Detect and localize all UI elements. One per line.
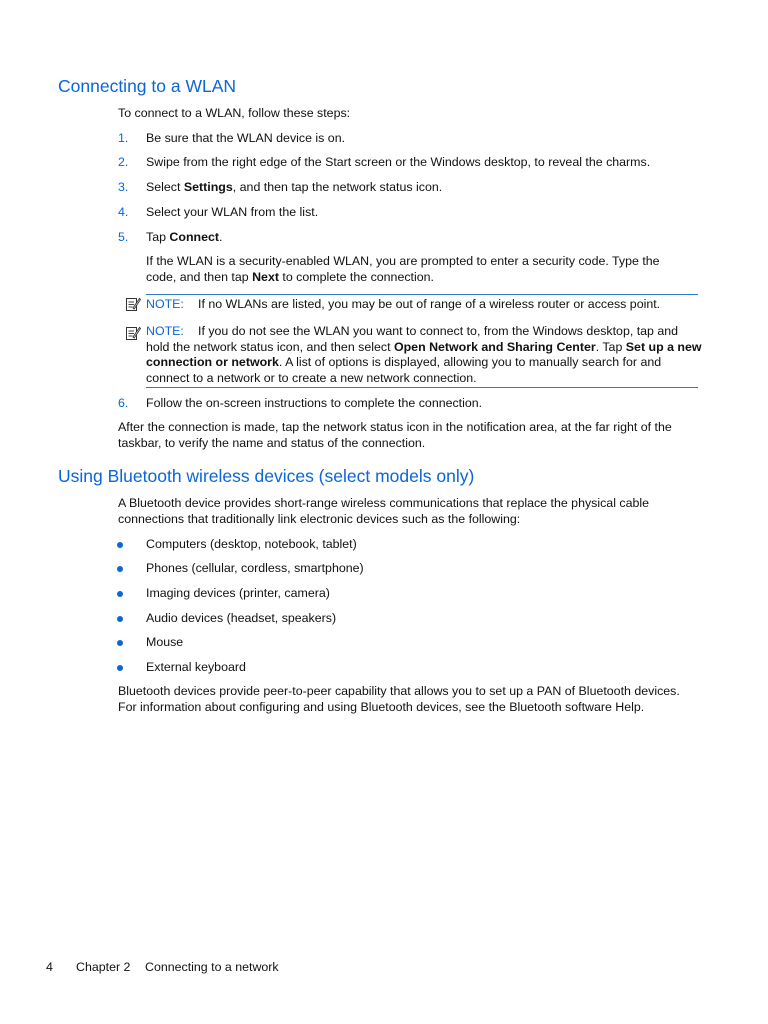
- wlan-after-text: After the connection is made, tap the network status icon in the notification area, at the far right of the taskbar, to verify the name and status of the connection.: [118, 420, 672, 450]
- step-text: Follow the on-screen instructions to complete the connection.: [146, 396, 483, 410]
- note-text: If you do not see the WLAN you want to connect to, from the Windows desktop, tap and hold the network status icon, and then select Open Network and Sharing Center. Tap Set up a new connection or network. A list of options is displayed, allowing you to manually search for and connect to a network or to create a new network connection.: [146, 324, 702, 385]
- note-label: NOTE:: [146, 297, 184, 311]
- footer-chapter-title: Connecting to a network: [145, 960, 279, 974]
- bullet-icon: [117, 566, 123, 572]
- note-label: NOTE:: [146, 324, 184, 338]
- bluetooth-outro: Bluetooth devices provide peer-to-peer capability that allows you to set up a PAN of Bluetooth devices. For information about configuring and using Bluetooth devices, see the Bluetooth software Help.: [118, 684, 680, 714]
- open-network-sharing-term: Open Network and Sharing Center: [393, 339, 596, 354]
- set-up-connection-term: Set up a new connection or network: [146, 339, 702, 369]
- step-text: Select Settings, and then tap the network status icon.: [146, 180, 443, 194]
- list-item: Phones (cellular, cordless, smartphone): [146, 561, 364, 575]
- note-pencil-icon: [125, 296, 141, 312]
- list-item: Imaging devices (printer, camera): [146, 586, 330, 600]
- footer-chapter: Chapter 2: [76, 960, 131, 974]
- list-item: Computers (desktop, notebook, tablet): [146, 537, 357, 551]
- note-text: If no WLANs are listed, you may be out of range of a wireless router or access point.: [198, 297, 661, 311]
- note-bottom-rule: [146, 387, 698, 388]
- list-item: External keyboard: [146, 660, 246, 674]
- step-text: Swipe from the right edge of the Start screen or the Windows desktop, to reveal the charms.: [146, 155, 651, 169]
- bullet-icon: [117, 542, 123, 548]
- list-item: Mouse: [146, 635, 184, 649]
- step-text: Tap Connect.: [146, 230, 223, 244]
- wlan-intro: To connect to a WLAN, follow these steps:: [118, 106, 351, 120]
- step-number: 5.: [118, 230, 129, 244]
- note-pencil-icon: [125, 325, 141, 341]
- step-number: 4.: [118, 205, 129, 219]
- step5-detail: If the WLAN is a security-enabled WLAN, you are prompted to enter a security code. Type the code, and then tap Next to complete the connection.: [146, 254, 660, 284]
- bullet-icon: [117, 665, 123, 671]
- step-text: Select your WLAN from the list.: [146, 205, 319, 219]
- section-heading-bluetooth: Using Bluetooth wireless devices (select models only): [58, 466, 475, 486]
- page-number: 4: [46, 960, 53, 974]
- connect-term: Connect: [169, 230, 219, 244]
- bullet-icon: [117, 616, 123, 622]
- step-number: 1.: [118, 131, 129, 145]
- section-heading-wlan: Connecting to a WLAN: [58, 76, 237, 96]
- bluetooth-intro: A Bluetooth device provides short-range wireless communications that replace the physical cable connections that traditionally link electronic devices such as the following:: [118, 496, 650, 526]
- step-number: 6.: [118, 396, 129, 410]
- bullet-icon: [117, 640, 123, 646]
- list-item: Audio devices (headset, speakers): [146, 611, 337, 625]
- step-number: 3.: [118, 180, 129, 194]
- step-number: 2.: [118, 155, 129, 169]
- bullet-icon: [117, 591, 123, 597]
- step-text: Be sure that the WLAN device is on.: [146, 131, 346, 145]
- settings-term: Settings: [183, 180, 233, 194]
- note-top-rule: [146, 294, 698, 295]
- next-term: Next: [252, 269, 279, 284]
